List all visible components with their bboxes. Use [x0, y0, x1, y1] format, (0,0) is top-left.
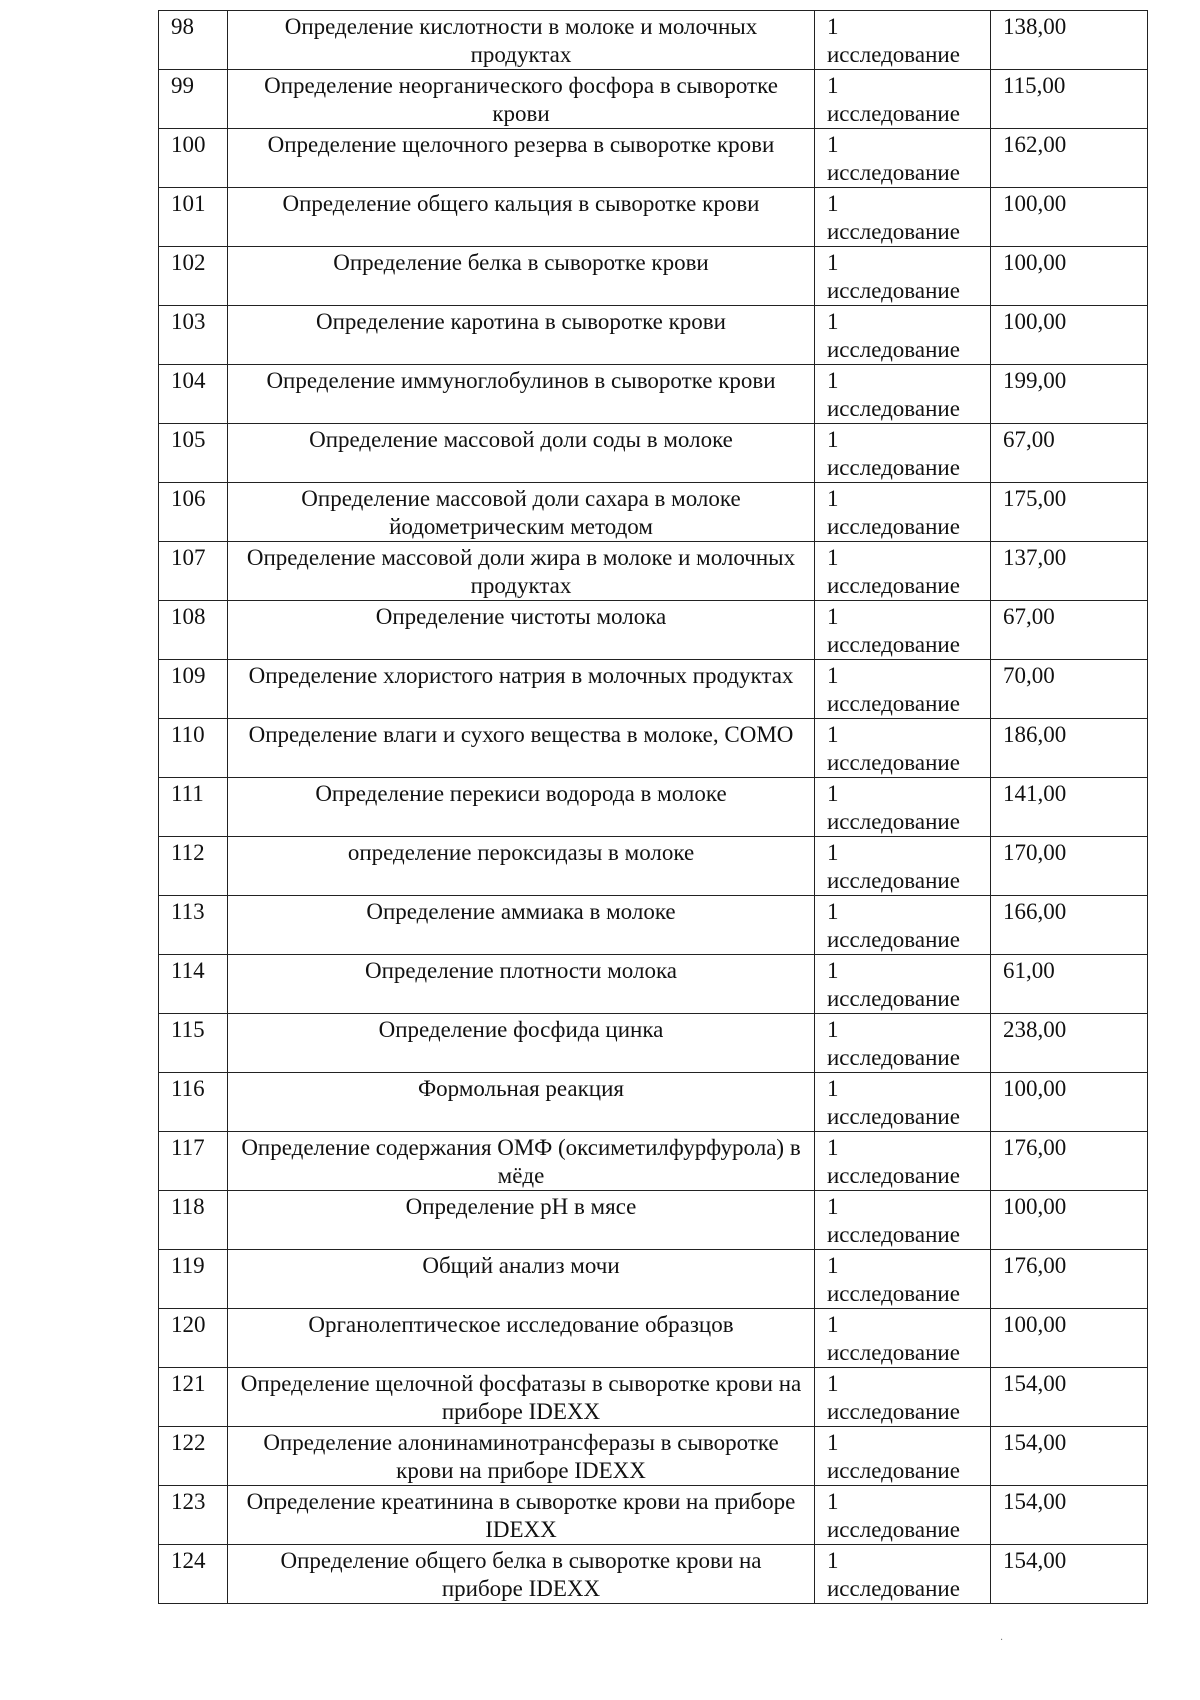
row-number-cell: 116 [159, 1073, 228, 1132]
price-table [158, 10, 1148, 1604]
row-number-cell: 112 [159, 837, 228, 896]
service-name-cell: Определение массовой доли сахара в молоке йодометрическим методом [228, 483, 815, 542]
unit-cell [815, 1486, 991, 1545]
unit-quantity: 1 [827, 545, 839, 570]
unit-cell [815, 1250, 991, 1309]
service-name-cell: Определение общего белка в сыворотке крови на приборе IDEXX [228, 1545, 815, 1604]
row-number-cell: 124 [159, 1545, 228, 1604]
unit-quantity: 1 [827, 73, 839, 98]
unit-quantity: 1 [827, 250, 839, 275]
row-number-cell: 118 [159, 1191, 228, 1250]
unit-quantity: 1 [827, 1017, 839, 1042]
unit-label: исследование [827, 1281, 960, 1306]
unit-label: исследование [827, 396, 960, 421]
unit-cell [815, 955, 991, 1014]
unit-label: исследование [827, 868, 960, 893]
table-row [159, 778, 1148, 837]
unit-cell [815, 424, 991, 483]
unit-cell [815, 1191, 991, 1250]
row-number-cell: 111 [159, 778, 228, 837]
table-row [159, 1486, 1148, 1545]
table-row [159, 955, 1148, 1014]
table-row [159, 129, 1148, 188]
table-row [159, 1309, 1148, 1368]
service-name-cell: Определение содержания ОМФ (оксиметилфурфурола) в мёде [228, 1132, 815, 1191]
table-row [159, 306, 1148, 365]
unit-cell [815, 188, 991, 247]
service-name-cell: Определение влаги и сухого вещества в молоке, СОМО [228, 719, 815, 778]
unit-label: исследование [827, 632, 960, 657]
unit-cell [815, 483, 991, 542]
unit-label: исследование [827, 1045, 960, 1070]
unit-label: исследование [827, 101, 960, 126]
table-row [159, 1014, 1148, 1073]
table-row [159, 719, 1148, 778]
row-number-cell: 106 [159, 483, 228, 542]
row-number-cell: 107 [159, 542, 228, 601]
row-number-cell: 105 [159, 424, 228, 483]
unit-quantity: 1 [827, 1548, 839, 1573]
row-number-cell: 101 [159, 188, 228, 247]
unit-quantity: 1 [827, 1194, 839, 1219]
service-name-cell: Определение креатинина в сыворотке крови на приборе IDEXX [228, 1486, 815, 1545]
unit-cell [815, 1073, 991, 1132]
unit-cell [815, 719, 991, 778]
row-number-cell: 103 [159, 306, 228, 365]
unit-cell [815, 306, 991, 365]
price-cell: 70,00 [991, 660, 1148, 719]
unit-cell [815, 129, 991, 188]
unit-label: исследование [827, 160, 960, 185]
table-row [159, 660, 1148, 719]
unit-quantity: 1 [827, 840, 839, 865]
price-cell: 61,00 [991, 955, 1148, 1014]
price-cell: 67,00 [991, 424, 1148, 483]
unit-label: исследование [827, 514, 960, 539]
unit-label: исследование [827, 1517, 960, 1542]
service-name-cell: Определение аммиака в молоке [228, 896, 815, 955]
unit-label: исследование [827, 278, 960, 303]
row-number-cell: 115 [159, 1014, 228, 1073]
row-number-cell: 98 [159, 11, 228, 70]
unit-cell [815, 11, 991, 70]
row-number-cell: 121 [159, 1368, 228, 1427]
price-cell: 100,00 [991, 1073, 1148, 1132]
price-cell: 186,00 [991, 719, 1148, 778]
row-number-cell: 122 [159, 1427, 228, 1486]
unit-label: исследование [827, 927, 960, 952]
unit-cell [815, 896, 991, 955]
price-cell: 115,00 [991, 70, 1148, 129]
unit-quantity: 1 [827, 132, 839, 157]
unit-cell [815, 1427, 991, 1486]
row-number-cell: 120 [159, 1309, 228, 1368]
table-row [159, 837, 1148, 896]
service-name-cell: Определение иммуноглобулинов в сыворотке крови [228, 365, 815, 424]
row-number-cell: 114 [159, 955, 228, 1014]
row-number-cell: 109 [159, 660, 228, 719]
row-number-cell: 99 [159, 70, 228, 129]
table-row [159, 1132, 1148, 1191]
unit-label: исследование [827, 1576, 960, 1601]
row-number-cell: 123 [159, 1486, 228, 1545]
price-table-body [159, 11, 1148, 1604]
table-row [159, 247, 1148, 306]
unit-label: исследование [827, 986, 960, 1011]
row-number-cell: 113 [159, 896, 228, 955]
price-cell: 138,00 [991, 11, 1148, 70]
unit-cell [815, 778, 991, 837]
price-cell: 175,00 [991, 483, 1148, 542]
service-name-cell: Органолептическое исследование образцов [228, 1309, 815, 1368]
price-cell: 100,00 [991, 1309, 1148, 1368]
table-row [159, 542, 1148, 601]
price-cell: 154,00 [991, 1486, 1148, 1545]
unit-label: исследование [827, 750, 960, 775]
unit-label: исследование [827, 1458, 960, 1483]
unit-cell [815, 1014, 991, 1073]
price-cell: 166,00 [991, 896, 1148, 955]
unit-quantity: 1 [827, 663, 839, 688]
price-cell: 100,00 [991, 188, 1148, 247]
price-cell: 154,00 [991, 1368, 1148, 1427]
service-name-cell: определение пероксидазы в молоке [228, 837, 815, 896]
unit-label: исследование [827, 1399, 960, 1424]
row-number-cell: 117 [159, 1132, 228, 1191]
unit-cell [815, 1545, 991, 1604]
table-row [159, 11, 1148, 70]
price-cell: 141,00 [991, 778, 1148, 837]
unit-label: исследование [827, 1222, 960, 1247]
unit-quantity: 1 [827, 604, 839, 629]
unit-label: исследование [827, 219, 960, 244]
service-name-cell: Определение общего кальция в сыворотке крови [228, 188, 815, 247]
service-name-cell: Определение алонинаминотрансферазы в сыворотке крови на приборе IDEXX [228, 1427, 815, 1486]
unit-quantity: 1 [827, 14, 839, 39]
service-name-cell: Определение щелочного резерва в сыворотке крови [228, 129, 815, 188]
price-cell: 238,00 [991, 1014, 1148, 1073]
unit-cell [815, 70, 991, 129]
unit-label: исследование [827, 691, 960, 716]
unit-quantity: 1 [827, 1430, 839, 1455]
service-name-cell: Определение рН в мясе [228, 1191, 815, 1250]
unit-quantity: 1 [827, 1371, 839, 1396]
service-name-cell: Определение плотности молока [228, 955, 815, 1014]
price-cell: 137,00 [991, 542, 1148, 601]
service-name-cell: Определение фосфида цинка [228, 1014, 815, 1073]
service-name-cell: Общий анализ мочи [228, 1250, 815, 1309]
table-row [159, 1545, 1148, 1604]
price-cell: 100,00 [991, 1191, 1148, 1250]
service-name-cell: Определение хлористого натрия в молочных продуктах [228, 660, 815, 719]
table-row [159, 424, 1148, 483]
unit-cell [815, 1132, 991, 1191]
unit-quantity: 1 [827, 368, 839, 393]
unit-quantity: 1 [827, 899, 839, 924]
unit-cell [815, 601, 991, 660]
unit-label: исследование [827, 1163, 960, 1188]
table-row [159, 1368, 1148, 1427]
table-row [159, 188, 1148, 247]
price-cell: 199,00 [991, 365, 1148, 424]
price-cell: 100,00 [991, 306, 1148, 365]
unit-label: исследование [827, 573, 960, 598]
unit-quantity: 1 [827, 486, 839, 511]
price-cell: 154,00 [991, 1545, 1148, 1604]
service-name-cell: Определение перекиси водорода в молоке [228, 778, 815, 837]
table-row [159, 70, 1148, 129]
unit-cell [815, 365, 991, 424]
unit-label: исследование [827, 809, 960, 834]
unit-quantity: 1 [827, 191, 839, 216]
row-number-cell: 119 [159, 1250, 228, 1309]
service-name-cell: Определение кислотности в молоке и молочных продуктах [228, 11, 815, 70]
unit-quantity: 1 [827, 722, 839, 747]
price-cell: 67,00 [991, 601, 1148, 660]
unit-cell [815, 1368, 991, 1427]
unit-quantity: 1 [827, 1489, 839, 1514]
row-number-cell: 102 [159, 247, 228, 306]
row-number-cell: 110 [159, 719, 228, 778]
table-row [159, 483, 1148, 542]
unit-quantity: 1 [827, 781, 839, 806]
service-name-cell: Определение чистоты молока [228, 601, 815, 660]
unit-quantity: 1 [827, 1135, 839, 1160]
table-row [159, 1250, 1148, 1309]
service-name-cell: Определение белка в сыворотке крови [228, 247, 815, 306]
service-name-cell: Определение каротина в сыворотке крови [228, 306, 815, 365]
price-cell: 176,00 [991, 1250, 1148, 1309]
unit-quantity: 1 [827, 1253, 839, 1278]
table-row [159, 1427, 1148, 1486]
service-name-cell: Определение щелочной фосфатазы в сыворотке крови на приборе IDEXX [228, 1368, 815, 1427]
service-name-cell: Определение массовой доли жира в молоке и молочных продуктах [228, 542, 815, 601]
price-cell: 162,00 [991, 129, 1148, 188]
unit-label: исследование [827, 1104, 960, 1129]
row-number-cell: 100 [159, 129, 228, 188]
table-row [159, 601, 1148, 660]
unit-label: исследование [827, 455, 960, 480]
page-mark: . [1000, 1632, 1004, 1643]
table-row [159, 365, 1148, 424]
unit-quantity: 1 [827, 958, 839, 983]
unit-cell [815, 247, 991, 306]
table-row [159, 1191, 1148, 1250]
price-cell: 100,00 [991, 247, 1148, 306]
service-name-cell: Определение массовой доли соды в молоке [228, 424, 815, 483]
unit-cell [815, 1309, 991, 1368]
unit-quantity: 1 [827, 427, 839, 452]
price-cell: 176,00 [991, 1132, 1148, 1191]
row-number-cell: 104 [159, 365, 228, 424]
row-number-cell: 108 [159, 601, 228, 660]
price-cell: 170,00 [991, 837, 1148, 896]
unit-cell [815, 660, 991, 719]
unit-quantity: 1 [827, 309, 839, 334]
service-name-cell: Определение неорганического фосфора в сыворотке крови [228, 70, 815, 129]
unit-quantity: 1 [827, 1076, 839, 1101]
price-cell: 154,00 [991, 1427, 1148, 1486]
unit-cell [815, 837, 991, 896]
unit-label: исследование [827, 42, 960, 67]
unit-label: исследование [827, 1340, 960, 1365]
service-name-cell: Формольная реакция [228, 1073, 815, 1132]
unit-quantity: 1 [827, 1312, 839, 1337]
unit-label: исследование [827, 337, 960, 362]
unit-cell [815, 542, 991, 601]
table-row [159, 1073, 1148, 1132]
table-row [159, 896, 1148, 955]
